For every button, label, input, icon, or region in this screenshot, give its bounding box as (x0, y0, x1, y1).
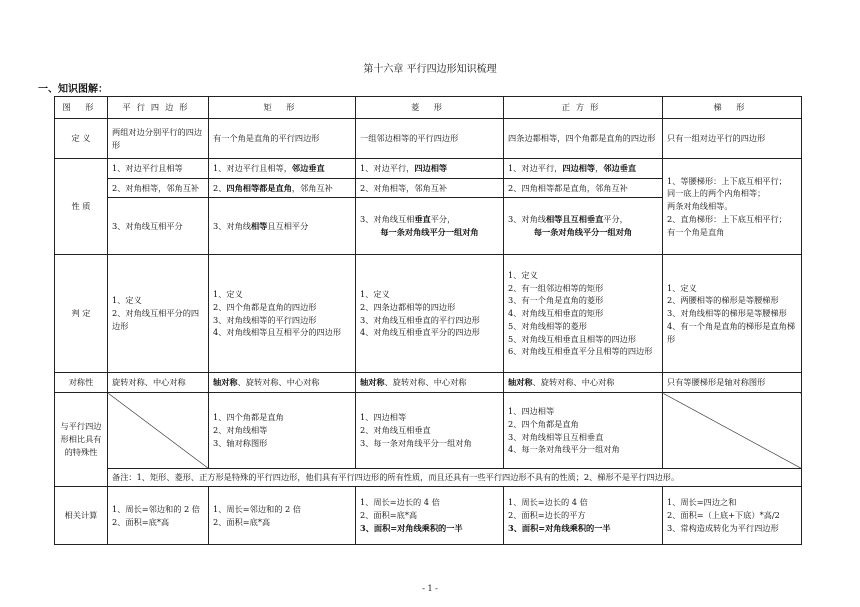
table-cell: 有一个角是直角的平行四边形 (209, 119, 356, 159)
text-line: 4、对角线相等且互相平分的四边形 (213, 327, 342, 338)
text-line: 1、定义 (360, 289, 390, 300)
text-line: 1、周长=邻边和的 2 倍 (112, 503, 200, 514)
text-line: 1、定义 (667, 282, 697, 293)
text-line: 3、对角线相等且互相垂直 (508, 431, 604, 442)
text-line: 3、对角线相等的平行四边形 (213, 314, 317, 325)
text-line: 6、对角线互相垂直平分且相等的四边形 (508, 346, 653, 357)
row-label: 对称性 (55, 373, 108, 393)
text-line: 2、两腰相等的梯形是等腰梯形 (667, 295, 779, 306)
table-cell (209, 179, 356, 198)
text-line: 2、面积=底*高 (213, 516, 271, 527)
bold-text: 相等 (250, 220, 268, 231)
bold-text: 四边相等 (562, 163, 596, 174)
row-label: 与平行四边形相比具有的特殊性 (55, 393, 108, 487)
text-line: 2、面积=边长的平方 (508, 510, 586, 521)
text: ， (595, 163, 604, 174)
note-row (55, 469, 802, 487)
table-cell (209, 159, 356, 179)
text-line: 2、有一组邻边相等的矩形 (508, 282, 604, 293)
header-cell: 矩 形 (209, 97, 356, 119)
text-line: 2、四个角都是直角 (508, 418, 579, 429)
table-cell (663, 487, 802, 545)
table-cell (663, 255, 802, 373)
table-cell (356, 487, 504, 545)
text-line: 1、等腰梯形：上下底互相平行； (667, 175, 787, 186)
text-line: 2、直角梯形：上下底互相平行； (667, 213, 787, 224)
knowledge-table (54, 96, 802, 545)
text-line: 1、定义 (508, 270, 538, 281)
bold-text: 四边相等 (414, 163, 448, 174)
text-line: 1、周长=边长的 4 倍 (508, 497, 588, 508)
header-cell: 正方形 (504, 97, 663, 119)
table-cell (504, 487, 663, 545)
text-line: 1、周长=四边之和 (667, 497, 737, 508)
text: 、旋转对称、中心对称 (384, 377, 467, 388)
section-heading: 一、知识图解： (38, 84, 108, 95)
symmetry-row (55, 373, 802, 393)
text-line: 3、对角线相等的梯形是等腰梯形 (667, 308, 787, 319)
note-cell: 备注：1、矩形、菱形、正方形是特殊的平行四边形，他们具有平行四边形的所有性质，而且还具有一些平行四边形不具有的性质；2、梯形不是平行四边形。 (108, 469, 802, 487)
page-number: - 1 - (422, 584, 438, 593)
text-line: 2、面积=底*高 (360, 510, 418, 521)
text-line: 2、面积=底*高 (112, 516, 170, 527)
diagonal-cell (108, 393, 209, 469)
table-cell: 2、对角相等，邻角互补 (108, 179, 209, 198)
text: 平分， (430, 214, 456, 225)
diagonal-cell (663, 393, 802, 469)
table-cell: 四条边都相等，四个角都是直角的四边形 (504, 119, 663, 159)
table-cell (504, 159, 663, 179)
properties-row-1 (55, 159, 802, 179)
table-cell (356, 255, 504, 373)
bold-text: 轴对称 (360, 377, 385, 388)
text-line: 3、每一条对角线平分一组对角 (360, 437, 472, 448)
text-line: 1、四边相等 (360, 412, 407, 423)
header-cell: 菱 形 (356, 97, 504, 119)
text: 、旋转对称、中心对称 (237, 377, 320, 388)
table-cell (209, 487, 356, 545)
text: 2、 (213, 182, 227, 193)
text-line: 两条对角线相等。 (667, 201, 733, 212)
text: 1、对边平行且相等， (213, 163, 292, 174)
header-row (55, 97, 802, 119)
text-line: 1、定义 (213, 289, 243, 300)
row-label: 定 义 (55, 119, 108, 159)
bold-text: 每一条对角线平分一组对角 (380, 227, 479, 237)
bold-text: 每一条对角线平分一组对角 (533, 227, 633, 237)
calc-row (55, 487, 802, 545)
table-cell: 只有等腰梯形是轴对称图形 (663, 373, 802, 393)
text-line: 2、对角线互相垂直 (360, 425, 431, 436)
text-line: 4、对角线互相垂直平分的四边形 (360, 327, 480, 338)
row-label: 判 定 (55, 255, 108, 373)
text: 、旋转对称、中心对称 (532, 377, 615, 388)
doc-title: 第十六章 平行四边形知识梳理 (363, 64, 497, 75)
table-cell (209, 373, 356, 393)
header-cell: 平行四边形 (108, 97, 209, 119)
text: 1、对边平行， (508, 163, 563, 174)
table-cell: 两组对边分别平行的四边形 (108, 119, 209, 159)
text-line: 3、轴对称图形 (213, 437, 268, 448)
text: 3、对角线 (508, 214, 546, 225)
bold-text: 3、面积=对角线乘积的一半 (360, 522, 463, 533)
text: ，邻角互补 (291, 182, 333, 193)
criteria-row (55, 255, 802, 373)
table-cell (356, 373, 504, 393)
bold-text: 3、面积=对角线乘积的一半 (508, 522, 611, 533)
text-line: 同一底上的两个内角相等； (667, 188, 766, 199)
text-line: 4、每一条对角线平分一组对角 (508, 444, 620, 455)
table-cell: 只有一组对边平行的四边形 (663, 119, 802, 159)
table-cell (356, 159, 504, 179)
text-line: 2、对角线互相平分的四边形 (112, 308, 200, 331)
text-line (360, 213, 499, 226)
table-cell: 2、对角相等，邻角互补 (356, 179, 504, 198)
bold-text: 四角相等都是直角 (226, 182, 292, 193)
text-line: 1、四边相等 (508, 406, 555, 417)
table-cell (209, 255, 356, 373)
table-cell (108, 487, 209, 545)
special-row (55, 393, 802, 469)
text-line: 3、对角线互相垂直的平行四边形 (360, 314, 480, 325)
row-label: 性 质 (55, 159, 108, 255)
table-cell: 2、四角相等都是直角，邻角互补 (504, 179, 663, 198)
text-line: 2、面积=（上底+下底）*高/2 (667, 510, 780, 521)
definition-row (55, 119, 802, 159)
text-line (508, 213, 658, 226)
row-label: 相关计算 (55, 487, 108, 545)
text-line: 4、对角线互相垂直的矩形 (508, 308, 604, 319)
table-cell (504, 198, 663, 255)
table-cell (504, 255, 663, 373)
text-line: 1、四个角都是直角 (213, 412, 284, 423)
table-cell (108, 255, 209, 373)
text: 1、对边平行， (360, 163, 415, 174)
text: 3、对角线 (213, 220, 251, 231)
table-cell (209, 198, 356, 255)
header-cell: 梯 形 (663, 97, 802, 119)
bold-text: 垂直 (414, 214, 431, 225)
bold-text: 轴对称 (213, 377, 238, 388)
text-line: 2、四条边都相等的四边形 (360, 301, 456, 312)
bold-text: 轴对称 (508, 377, 533, 388)
text-line: 5、对角线相等的菱形 (508, 320, 587, 331)
header-cell: 图 形 (55, 97, 108, 119)
bold-text: 邻边垂直 (291, 163, 325, 174)
text-line: 2、四个角都是直角的四边形 (213, 301, 317, 312)
bold-text: 邻边垂直 (603, 163, 637, 174)
text-line: 5、对角线互相垂直且相等的四边形 (508, 333, 637, 344)
text-line: 1、周长=边长的 4 倍 (360, 497, 440, 508)
table-cell (209, 393, 356, 469)
table-cell (504, 373, 663, 393)
table-cell (356, 393, 504, 469)
table-cell: 1、对边平行且相等 (108, 159, 209, 179)
table-cell: 一组邻边相等的平行四边形 (356, 119, 504, 159)
table-cell (504, 393, 663, 469)
bold-text: 相等且互相垂直 (545, 214, 604, 225)
text-line: 1、定义 (112, 295, 142, 306)
text-line: 3、有一个角是直角的菱形 (508, 295, 604, 306)
text-line: 有一个角是直角 (667, 226, 725, 237)
table-cell: 3、对角线互相平分 (108, 198, 209, 255)
text: 3、对角线互相 (360, 214, 415, 225)
text-line: 2、对角线相等 (213, 425, 268, 436)
table-cell (663, 159, 802, 255)
text-line: 1、周长=邻边和的 2 倍 (213, 503, 301, 514)
table-cell (356, 198, 504, 255)
text-line: 3、常构造成转化为平行四边形 (667, 522, 779, 533)
text-line: 4、有一个角是直角的梯形是直角梯形 (667, 320, 796, 344)
text: 且互相平分 (267, 220, 309, 231)
text: 平分， (603, 214, 628, 225)
table-cell: 旋转对称、中心对称 (108, 373, 209, 393)
